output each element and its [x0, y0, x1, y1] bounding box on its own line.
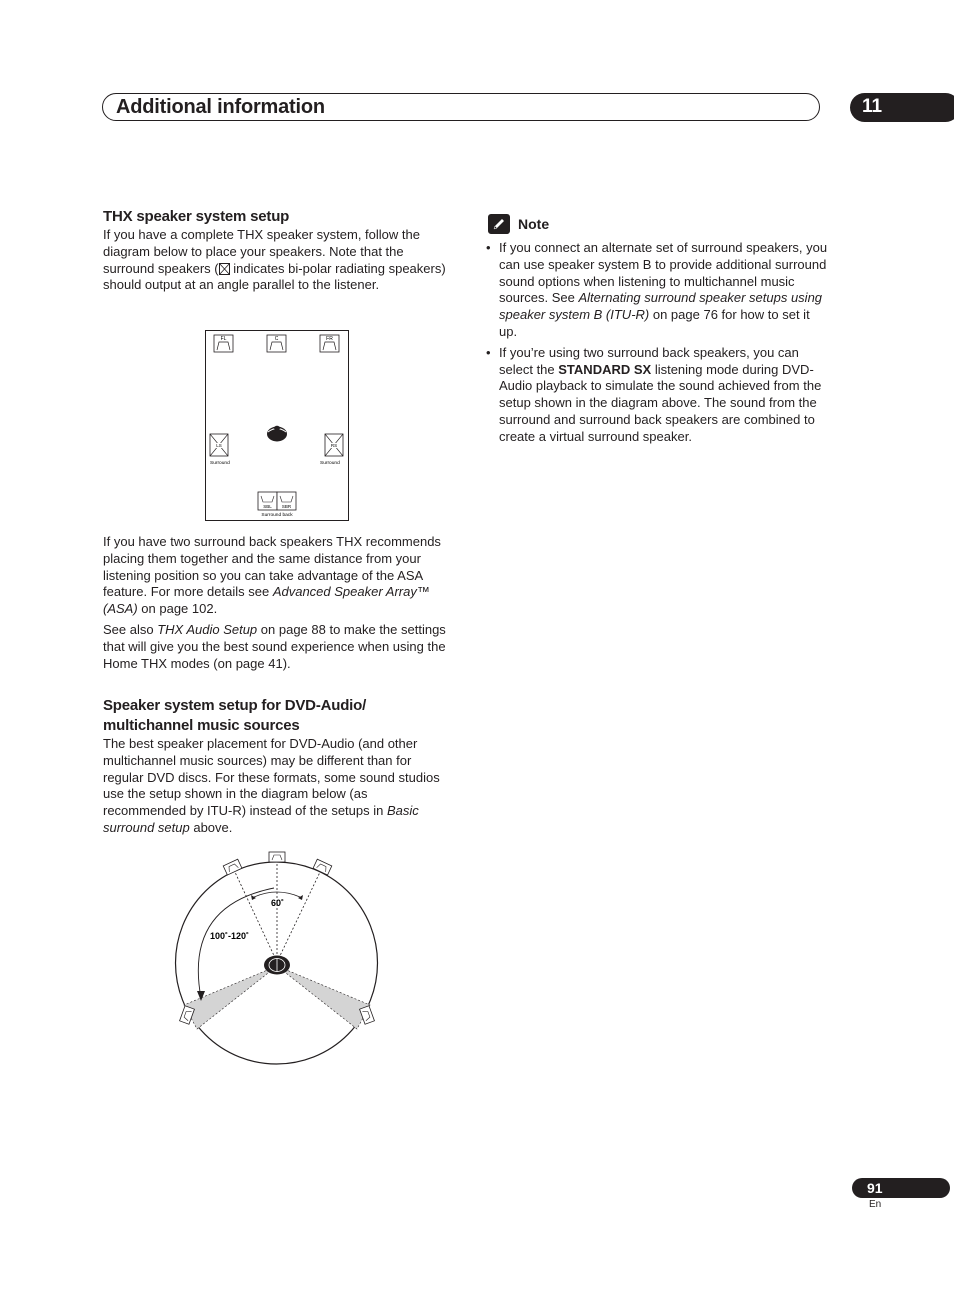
sbl-label: SBL	[263, 504, 272, 509]
rs-label: RS	[330, 443, 338, 448]
note-bullet-2: • If you’re using two surround back speakers, you can select the STANDARD SX listening mode during DVD-Audio playback to simulate the sound achieved from the setup shown in the diagram above. The sound from the surround and surround back speakers are combined to create a virtual surround speaker.	[488, 345, 828, 446]
thx-heading: THX speaker system setup	[103, 208, 290, 225]
bipolar-speaker-icon	[219, 263, 230, 275]
dvd-audio-heading: Speaker system setup for DVD-Audio/ multichannel music sources	[103, 697, 367, 734]
page-number: 91	[867, 1180, 883, 1196]
fl-label: FL	[220, 336, 227, 342]
surround-left-caption: Surround	[210, 461, 230, 466]
fr-label: FR	[326, 336, 333, 342]
surround-right-speaker-icon	[325, 434, 343, 456]
surround-right-speaker-icon	[360, 1006, 375, 1024]
listener-icon	[264, 956, 290, 975]
note-bullet-1: • If you connect an alternate set of surround speakers, you can use speaker system B to provide additional surround sound options when listening to multichannel music sources. See Alternating surround speaker setups using speaker system B (ITU-R) on page 76 for how to set it up.	[488, 240, 828, 341]
note-label: Note	[518, 215, 550, 232]
center-speaker-icon	[269, 852, 285, 862]
surround-right-caption: Surround	[320, 461, 340, 466]
itu-r-speaker-diagram	[170, 848, 385, 1068]
thx-speaker-diagram	[205, 330, 349, 521]
thx-intro: If you have a complete THX speaker system, follow the diagram below to place your speakers. Note that the surround speakers ( indicates bi-polar radiating speakers) should output at an angle parallel to the listener.	[103, 227, 446, 293]
chapter-number: 11	[862, 96, 883, 117]
note-section	[488, 214, 828, 450]
thx-asa-text	[103, 534, 453, 672]
surround-back-speakers-icon	[258, 492, 296, 510]
ls-label: LS	[216, 443, 222, 448]
front-left-speaker-icon	[214, 335, 233, 352]
surround-back-caption: Surround back	[261, 513, 293, 518]
sbr-label: SBR	[281, 504, 292, 509]
surround-left-speaker-icon	[180, 1006, 195, 1024]
angle-60-label: 60˚	[271, 898, 285, 908]
dvd-audio-text: The best speaker placement for DVD-Audio (and other multichannel music sources) may be different than for regular DVD discs. For these formats, some sound studios use the setup shown in the diagram below (as recommended by ITU-R) instead of the setups in Basic surround setup above.	[103, 736, 440, 835]
pencil-icon	[488, 214, 510, 234]
note-header	[488, 214, 828, 234]
thx-para-asa: If you have two surround back speakers THX recommends placing them together and the same distance from your listening position so you can take advantage of the ASA feature. For more details see Advanced Speaker Array™ (ASA) on page 102.	[103, 534, 441, 617]
c-label: C	[274, 336, 279, 342]
language-code: En	[869, 1199, 882, 1210]
angle-100-120-label: 100˚-120˚	[210, 931, 250, 941]
chapter-title: Additional information	[116, 96, 325, 118]
center-speaker-icon	[267, 335, 286, 352]
thx-section	[103, 207, 453, 294]
thx-para-audio-setup: See also THX Audio Setup on page 88 to make the settings that will give you the best sound experience when using the Home THX modes (on page 41).	[103, 621, 446, 671]
dvd-audio-section	[103, 696, 453, 837]
surround-left-speaker-icon	[210, 434, 228, 456]
front-right-speaker-icon	[320, 335, 339, 352]
